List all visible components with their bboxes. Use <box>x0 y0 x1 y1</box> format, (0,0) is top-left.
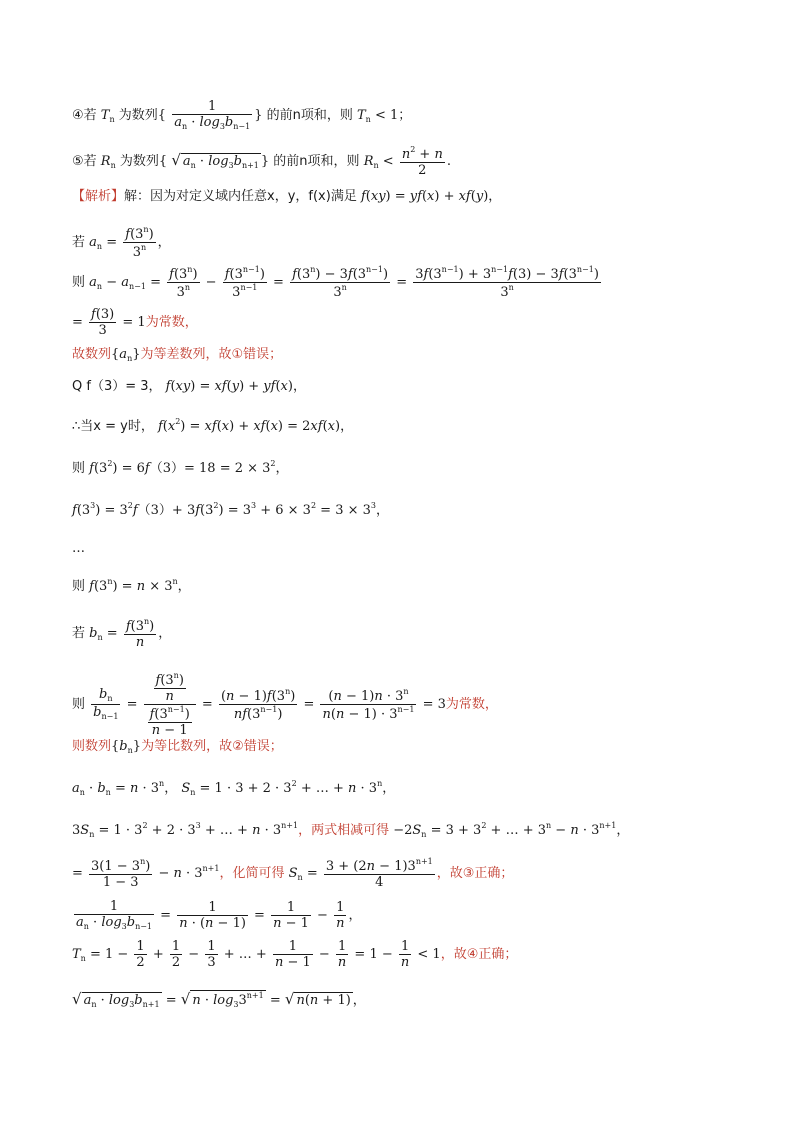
text: 则 <box>72 697 86 712</box>
text: ①错误； <box>231 347 283 362</box>
text: 为常数， <box>145 315 198 330</box>
text: 则数列 <box>72 739 112 754</box>
text: 为等差数列，故 <box>140 347 232 362</box>
given-f3: Q f（3）= 3， f(xy) = xf(y) + yf(x)， <box>72 379 306 394</box>
conclusion-2: 则数列$\{b_n\}$为等比数列，故②错误； <box>72 739 283 755</box>
text: 为数列 <box>118 108 158 123</box>
text: 为数列 <box>119 154 159 169</box>
text: 为等比数列，故 <box>141 739 233 754</box>
def-an: 若 $a_n$ = $\frac{f(3^n)}{3^n}$ ， <box>72 225 171 260</box>
item-5: ⑤若 $R_n$ 为数列{ √ $a_n \cdot \log_3b_{n+1}$ } 的前n项和，则 $R_n$ < $\frac{n^2 + n}{2}$ . <box>72 145 451 178</box>
sqrt-term: √ $a_n \cdot \log_3b_{n+1}$ = √ $n \cdot \log_33^{n+1}$ = √ n(n + 1) ， <box>72 990 366 1009</box>
def-bn: 若 $b_n$ = $\frac{f(3^n)}{n}$ ， <box>72 617 172 650</box>
analysis-label: 【解析】 <box>72 189 125 204</box>
text: … <box>72 541 85 556</box>
text: 则 <box>72 461 86 476</box>
text: ，故 <box>440 947 467 962</box>
text: ⑤若 <box>72 154 97 169</box>
fraction: $\frac{n^2 + n}{2}$ <box>401 145 443 178</box>
ellipsis <box>72 542 85 555</box>
tn-sum: $T_n = 1$ − $\frac{1}{2}$ + $\frac{1}{2}$ − $\frac{1}{3}$ + … + $\frac{1}{n - 1}$ − $\frac{1}{n}$ = 1 − $\frac{1}{n}$ < 1，故④正确； <box>72 939 518 970</box>
when-x-eq-y: ∴当x = y时， $f(x^2) = xf(x) + xf(x) = 2xf(x)$， <box>72 417 354 434</box>
text: ④正确； <box>466 947 518 962</box>
f-3-squared: 则 $f(3^2) = 6f(3)= 18 = 2 \times 3^2$， <box>72 459 289 476</box>
analysis-intro: 【解析】解：因为对定义域内任意x，y，f(x)满足 f(xy) = yf(x) + xf(y)， <box>72 189 502 204</box>
fraction: $\frac{1}{a_n \cdot \log_3b_{n-1}}$ <box>174 99 251 131</box>
ratio-bn: 则 $\frac{b_n}{b_{n-1}}$ = $\frac{\frac{f(3^n)}{n}}{\frac{f(3^{n-1})}{n - 1}}$ = $\frac{(n - 1)f(3^n)}{nf(3^{n-1})}$ = $\frac{(n - 1)n \cdot 3^n}{n(n - 1) \cdot 3^{n-1}}$ = 3为常数， <box>72 671 498 738</box>
diff-an: 则 $a_n - a_{n-1}$ = $\frac{f(3^n)}{3^n}$ − $\frac{f(3^{n-1})}{3^{n-1}}$ = $\frac{f(3^n) - 3f(3^{n-1})}{3^n}$ = $\frac{3f(3^{n-1}) + 3^{n-1}f(3) - 3f(3^{n-1})}{3^n}$ <box>72 265 599 300</box>
text: ∴当x = y时， <box>72 419 154 434</box>
anbn-sn: $a_n \cdot b_n = n \cdot 3^n$， $S_n = 1 \cdot 3 + 2 \cdot 3^2$ + … + $n \cdot 3^n$， <box>72 779 396 797</box>
text: 则 <box>72 275 86 290</box>
text: Q f（3）= 3， <box>72 379 162 394</box>
text: ，故 <box>436 866 463 881</box>
text: 若 <box>72 626 86 641</box>
f-3-n: 则 $f(3^n) = n \times 3^n$， <box>72 577 191 594</box>
text: ②错误； <box>232 739 283 754</box>
text: 为常数， <box>445 697 498 712</box>
text: 的前n项和，则 <box>273 154 360 169</box>
fraction: $\frac{f(3^n)}{3^n}$ <box>125 225 154 260</box>
text: ，两式相减可得 <box>298 823 390 838</box>
text: ③正确； <box>462 866 514 881</box>
text: ④若 <box>72 108 97 123</box>
text: 解：因为对定义域内任意x，y，f(x)满足 <box>124 189 357 204</box>
three-sn: $3S_n = 1 \cdot 3^2 + 2 \cdot 3^3$ + … + $n \cdot 3^{n+1}$，两式相减可得 $-2S_n = 3 + 3^2$ + … + $3^n - n \cdot 3^{n+1}$， <box>72 821 630 839</box>
text: 若 <box>72 235 86 250</box>
f-3-cubed: $f(3^3) = 3^2f(3)+ 3f(3^2) = 3^3 + 6 \times 3^2 = 3 \times 3^3$， <box>72 501 389 518</box>
text: 则 <box>72 579 86 594</box>
term-split: $\frac{1}{a_n \cdot \log_3b_{n-1}}$ = $\frac{1}{n \cdot (n - 1)}$ = $\frac{1}{n - 1}$ − $\frac{1}{n}$ ， <box>76 899 362 931</box>
text: 故数列 <box>72 347 112 362</box>
const-1: = $\frac{f(3)}{3}$ = 1为常数， <box>72 307 198 338</box>
item-4: ④若 $T_n$ 为数列{ $\frac{1}{a_n \cdot \log_3b_{n-1}}$ } 的前n项和，则 $T_n < 1$； <box>72 99 412 131</box>
simplify-sn: = $\frac{3(1 - 3^n)}{1 - 3}$ − $n \cdot 3^{n+1}$，化简可得 $S_n$ = $\frac{3 + (2n - 1)3^{n+1}}{4}$ ，故③正确； <box>72 857 514 890</box>
conclusion-1: 故数列$\{a_n\}$为等差数列，故①错误； <box>72 347 283 363</box>
text: ，化简可得 <box>219 866 285 881</box>
text: 的前n项和，则 <box>266 108 353 123</box>
